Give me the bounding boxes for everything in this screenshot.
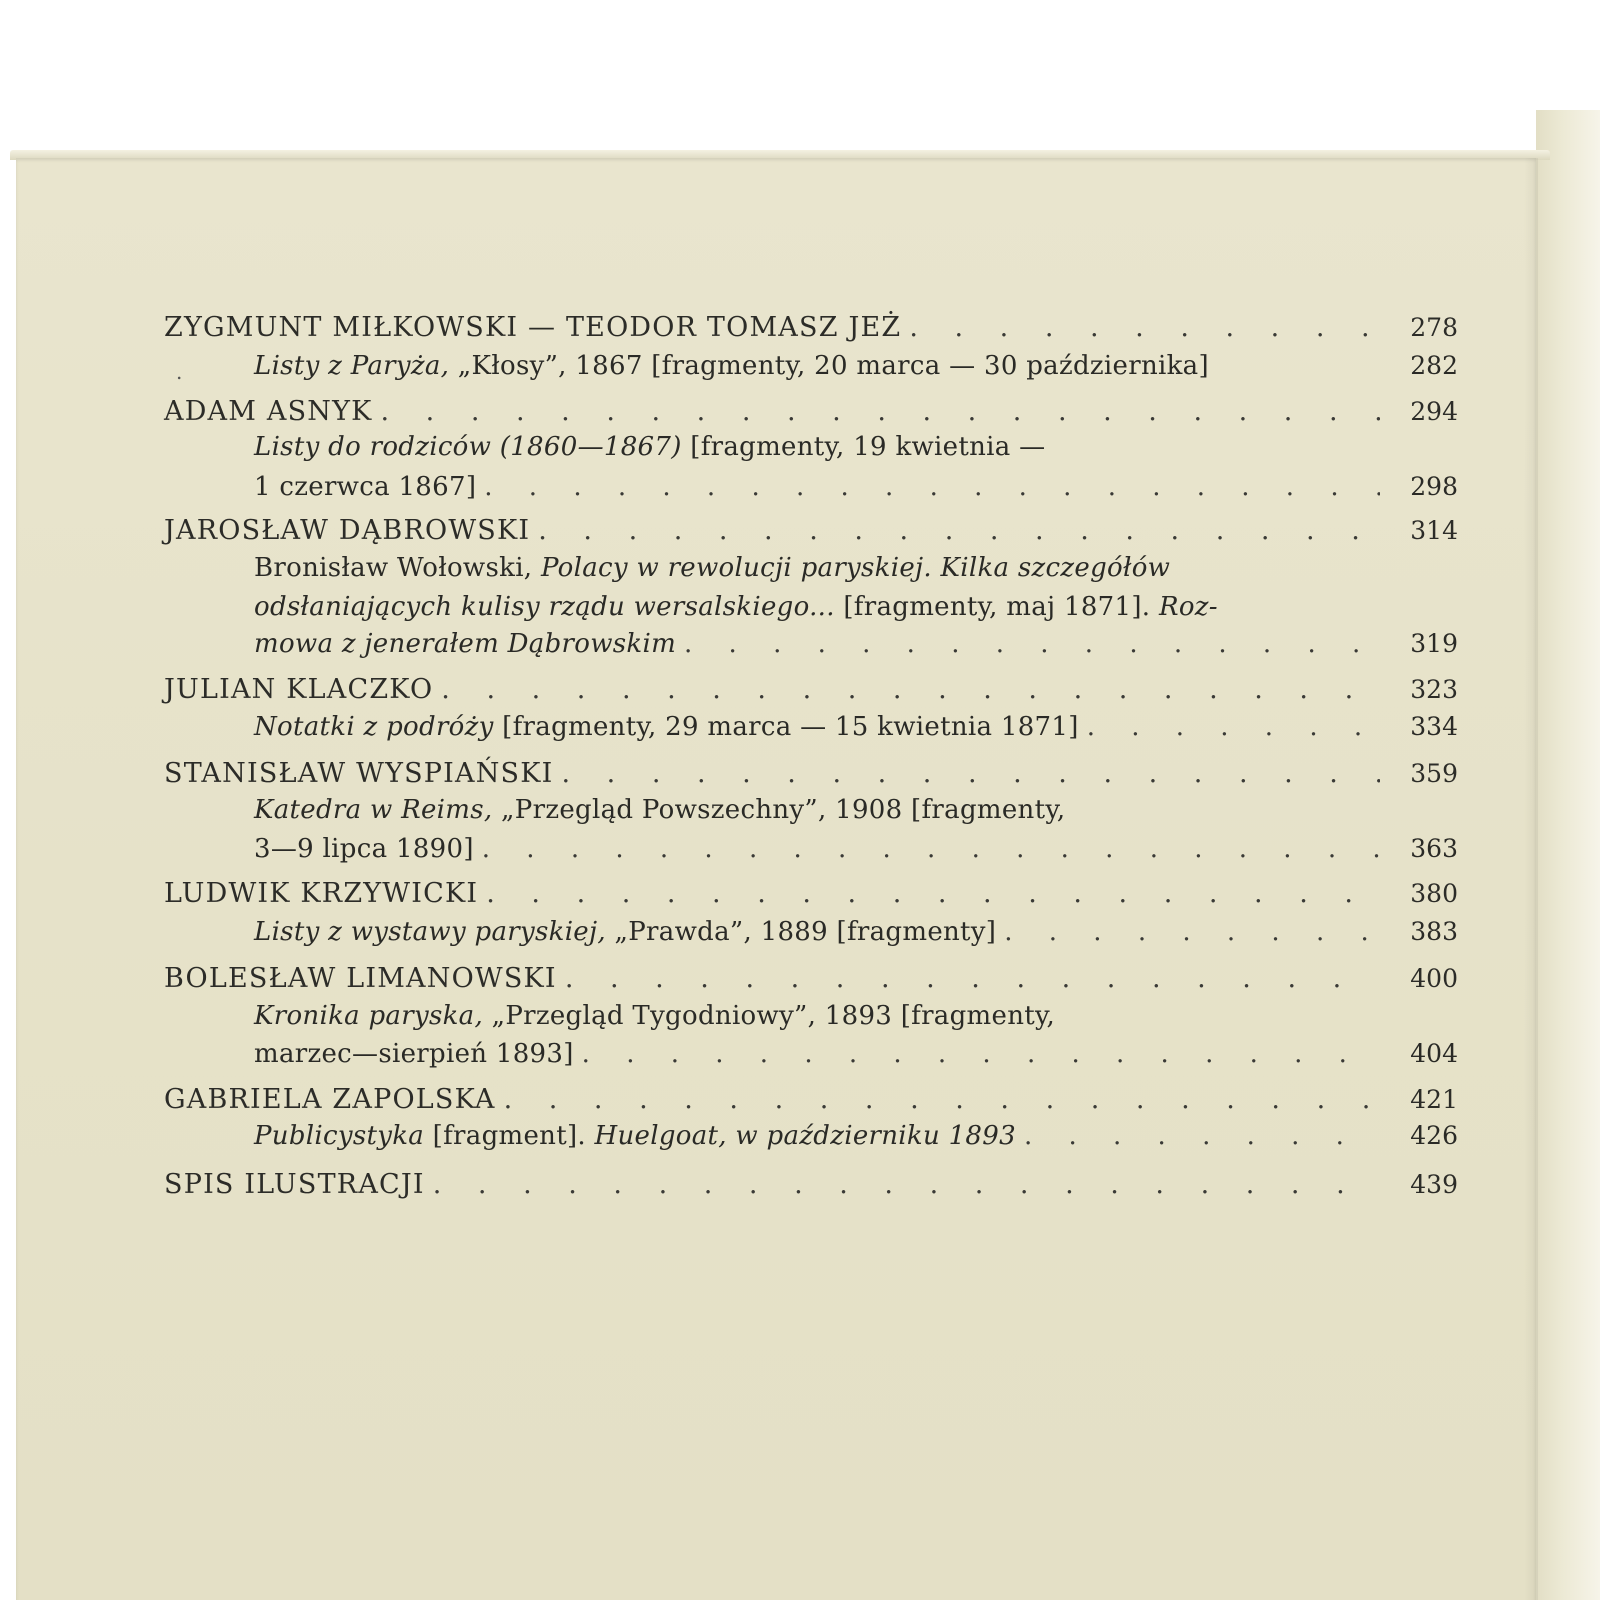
author-name: BOLESŁAW LIMANOWSKI <box>164 963 557 994</box>
author-name: ZYGMUNT MIŁKOWSKI — TEODOR TOMASZ JEŻ <box>164 312 902 343</box>
work-title: Listy z Paryża, <box>254 351 450 381</box>
work-title: Listy do rodziców (1860—1867) <box>254 432 682 462</box>
dot-leader <box>486 878 1380 909</box>
dot-leader <box>909 312 1380 343</box>
work-details: [fragmenty, maj 1871]. <box>834 592 1159 622</box>
dot-leader <box>504 1084 1380 1115</box>
work-title: odsłaniających kulisy rządu wersalskiego... <box>254 592 835 622</box>
toc-author-entry <box>164 396 1458 436</box>
toc-work-entry <box>254 1121 1458 1161</box>
dot-leader <box>538 515 1380 546</box>
toc-work-entry <box>254 553 1458 593</box>
toc-author-entry <box>164 963 1458 1003</box>
page-number: 383 <box>1410 917 1458 946</box>
page-number: 421 <box>1410 1085 1458 1114</box>
dot-leader <box>381 396 1381 427</box>
page-number: 380 <box>1410 879 1458 908</box>
author-name: LUDWIK KRZYWICKI <box>164 878 479 909</box>
work-details: „Przegląd Tygodniowy”, 1893 [fragmenty, <box>483 1001 1056 1031</box>
page-number: 400 <box>1410 964 1458 993</box>
work-title: Notatki z podróży <box>254 712 494 742</box>
toc-author-entry <box>164 1084 1458 1124</box>
toc-work-entry <box>254 834 1458 874</box>
section-title: SPIS ILUSTRACJI <box>164 1169 425 1200</box>
dot-leader <box>565 963 1380 994</box>
page-number: 334 <box>1410 712 1458 741</box>
work-details: [fragment]. <box>424 1121 595 1151</box>
dot-leader <box>433 1169 1380 1200</box>
page-number: 298 <box>1410 472 1458 501</box>
author-name: JAROSŁAW DĄBROWSKI <box>164 515 531 546</box>
work-details: [fragmenty, 19 kwietnia — <box>681 432 1046 462</box>
page-number: 363 <box>1410 834 1458 863</box>
dot-leader <box>1004 917 1380 947</box>
toc-author-entry <box>164 878 1458 918</box>
page-number: 278 <box>1410 313 1458 342</box>
dot-leader <box>1087 712 1380 742</box>
work-title: Publicystyka <box>254 1121 425 1151</box>
toc-work-entry <box>254 712 1458 752</box>
page-number: 439 <box>1410 1170 1458 1199</box>
work-title: mowa z jenerałem Dąbrowskim <box>254 629 677 659</box>
toc-author-entry <box>164 312 1458 352</box>
page-number: 426 <box>1410 1121 1458 1150</box>
dot-leader <box>582 1039 1380 1069</box>
page-number: 282 <box>1410 351 1458 380</box>
stray-mark: . <box>176 360 183 384</box>
dot-leader <box>482 834 1380 864</box>
dot-leader <box>441 674 1380 705</box>
work-title-continued: Roz- <box>1158 592 1218 622</box>
toc-work-entry <box>254 795 1458 835</box>
toc-author-entry <box>164 1169 1458 1209</box>
work-details: „Prawda”, 1889 [fragmenty] <box>605 917 997 947</box>
dot-leader <box>1024 1121 1380 1151</box>
work-details: 3—9 lipca 1890] <box>254 834 474 864</box>
toc-author-entry <box>164 515 1458 555</box>
toc-work-entry <box>254 432 1458 472</box>
toc-work-entry <box>254 1039 1458 1079</box>
page-number: 323 <box>1410 675 1458 704</box>
toc-work-entry <box>254 592 1458 632</box>
page-number: 359 <box>1410 759 1458 788</box>
work-details: Bronisław Wołowski, <box>254 553 541 583</box>
work-title: Polacy w rewolucji paryskiej. Kilka szczegółów <box>540 553 1171 583</box>
toc-work-entry <box>254 351 1458 391</box>
work-details: [fragmenty, 29 marca — 15 kwietnia 1871] <box>493 712 1079 742</box>
page-number: 319 <box>1410 629 1458 658</box>
work-title: Kronika paryska, <box>254 1001 484 1031</box>
work-details: marzec—sierpień 1893] <box>254 1039 574 1069</box>
work-title: Listy z wystawy paryskiej, <box>254 917 606 947</box>
work-details: „Kłosy”, 1867 [fragmenty, 20 marca — 30 października] <box>449 351 1209 381</box>
toc-author-entry <box>164 758 1458 798</box>
work-details: 1 czerwca 1867] <box>254 472 477 502</box>
dot-leader <box>684 629 1380 659</box>
dot-leader <box>561 758 1380 789</box>
dot-leader <box>484 472 1380 502</box>
author-name: ADAM ASNYK <box>164 396 373 427</box>
work-details: „Przegląd Powszechny”, 1908 [fragmenty, <box>492 795 1066 825</box>
work-title-continued: Huelgoat, w październiku 1893 <box>594 1121 1016 1151</box>
work-title: Katedra w Reims, <box>254 795 493 825</box>
author-name: STANISŁAW WYSPIAŃSKI <box>164 758 554 789</box>
page-number: 314 <box>1410 516 1458 545</box>
page-number: 404 <box>1410 1039 1458 1068</box>
page-number: 294 <box>1410 397 1458 426</box>
author-name: GABRIELA ZAPOLSKA <box>164 1084 496 1115</box>
toc-work-entry <box>254 629 1458 669</box>
author-name: JULIAN KLACZKO <box>164 674 434 705</box>
toc-author-entry <box>164 674 1458 714</box>
toc-work-entry <box>254 917 1458 957</box>
toc-work-entry <box>254 472 1458 512</box>
toc-work-entry <box>254 1001 1458 1041</box>
